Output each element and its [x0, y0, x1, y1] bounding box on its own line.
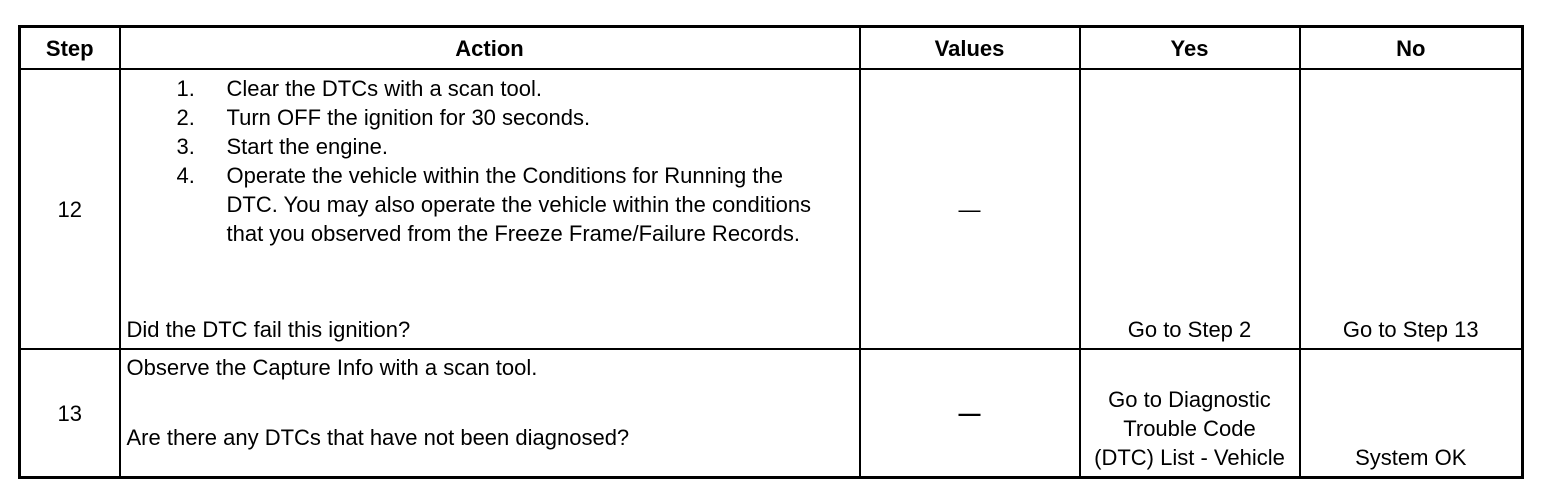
step-index: 3. — [176, 134, 195, 159]
yes-cell — [1080, 349, 1300, 478]
header-values: Values — [860, 27, 1080, 70]
step-text: Clear the DTCs with a scan tool. — [226, 76, 542, 101]
header-no: No — [1300, 27, 1523, 70]
header-yes: Yes — [1080, 27, 1300, 70]
no-cell: Go to Step 13 — [1300, 69, 1523, 349]
action-step — [121, 103, 859, 132]
action-step — [121, 161, 859, 248]
diagnostic-table — [18, 25, 1524, 479]
header-step: Step — [20, 27, 120, 70]
action-question: Did the DTC fail this ignition? — [126, 317, 411, 342]
action-step — [121, 132, 859, 161]
step-index: 4. — [176, 163, 195, 188]
yes-cell: Go to Step 2 — [1080, 69, 1300, 349]
step-text: Operate the vehicle within the Conditions for Running the DTC. You may also operate the vehicle within the conditions that you observed from the Freeze Frame/Failure Records. — [226, 163, 812, 246]
action-cell — [120, 69, 860, 349]
action-step — [121, 74, 859, 103]
action-question: Are there any DTCs that have not been diagnosed? — [126, 425, 630, 450]
step-number: 12 — [20, 69, 120, 349]
values-cell: — — [860, 69, 1080, 349]
table-row — [20, 349, 1523, 478]
no-cell: System OK — [1300, 349, 1523, 478]
step-text: Start the engine. — [226, 134, 388, 159]
step-number: 13 — [20, 349, 120, 478]
header-row — [20, 27, 1523, 70]
yes-link-text: Go to Diagnostic Trouble Code (DTC) List - Vehicle — [1094, 387, 1285, 470]
step-index: 1. — [176, 76, 195, 101]
action-text: Observe the Capture Info with a scan tool. — [126, 355, 538, 380]
action-steps-list — [121, 70, 859, 248]
step-index: 2. — [176, 105, 195, 130]
header-action: Action — [120, 27, 860, 70]
step-text: Turn OFF the ignition for 30 seconds. — [226, 105, 591, 130]
table-row — [20, 69, 1523, 349]
values-cell: — — [860, 349, 1080, 478]
action-cell — [120, 349, 860, 478]
